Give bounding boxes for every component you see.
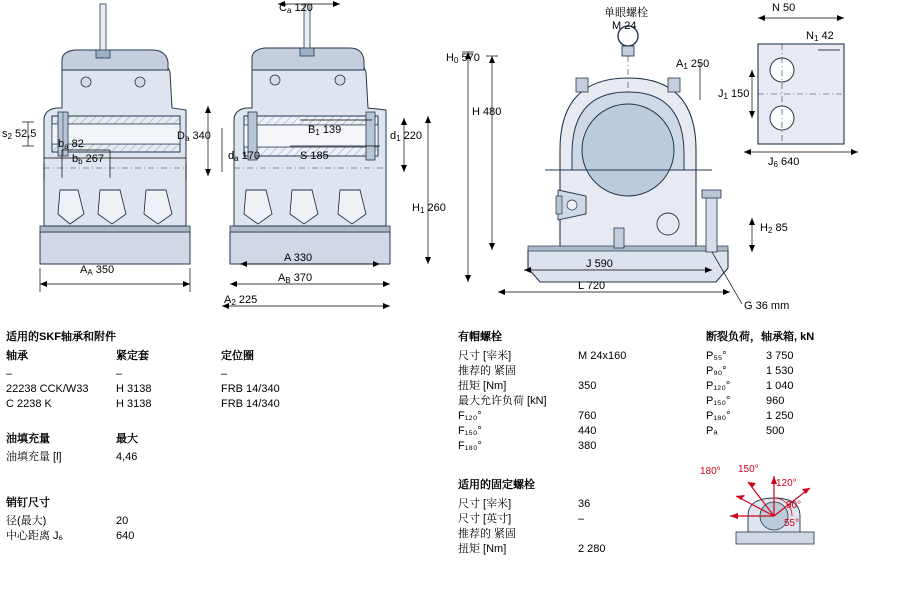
table-cell: P₉₀° — [706, 365, 727, 377]
table-cell: – — [578, 513, 585, 525]
pin-table — [6, 496, 221, 544]
table-cell: – — [6, 368, 13, 380]
dim-da: $d_a$ 170 — [228, 150, 260, 163]
oil-title: 油填充量 — [6, 433, 50, 445]
dim-N1: $N_1$ 42 — [806, 30, 834, 43]
bearings-header-1: 紧定套 — [116, 350, 149, 362]
table-cell: H 3138 — [116, 383, 152, 395]
bearings-header-2: 定位圈 — [221, 350, 254, 362]
dim-ba: $b_a$ 82 — [58, 138, 84, 151]
bearings-table — [6, 330, 331, 412]
table-cell: 扭矩 [Nm] — [458, 543, 507, 555]
bearings-header-0: 轴承 — [6, 350, 28, 362]
table-cell: – — [116, 368, 123, 380]
dim-s2: $s_2$ 52,5 — [2, 128, 37, 141]
table-cell: 760 — [578, 410, 597, 422]
table-cell: P₁₂₀° — [706, 380, 731, 392]
table-cell: Pₐ — [706, 425, 718, 437]
table-cell — [578, 527, 658, 542]
bearings-title: 适用的SKF轴承和附件 — [6, 331, 116, 343]
angle-label-150: 150° — [738, 464, 759, 475]
table-cell: 500 — [766, 425, 785, 437]
table-cell: 440 — [578, 425, 597, 437]
table-cell: 960 — [766, 395, 785, 407]
dim-J: J 590 — [586, 258, 613, 270]
table-cell: 推荐的 紧固 — [458, 528, 517, 540]
table-cell: 中心距离 J₆ — [6, 530, 63, 542]
table-cell — [578, 364, 658, 379]
table-cell: P₁₅₀° — [706, 395, 731, 407]
capbolts-table — [458, 330, 658, 454]
table-cell: 20 — [116, 515, 129, 527]
table-cell: F₁₅₀° — [458, 425, 482, 437]
capbolts-title: 有帽螺栓 — [458, 331, 502, 343]
dim-AB: $A_B$ 370 — [278, 272, 313, 285]
table-cell: 380 — [578, 440, 597, 452]
dim-d1: $d_1$ 220 — [390, 130, 422, 143]
table-cell: P₁₈₀° — [706, 410, 731, 422]
table-cell: FRB 14/340 — [221, 398, 280, 410]
load-angle-diagram — [700, 470, 850, 550]
angle-label-55: 55° — [784, 518, 800, 529]
table-cell: 尺寸 [宰米] — [458, 498, 512, 510]
oil-header-right: 最大 — [116, 433, 138, 445]
table-cell: M 24x160 — [578, 350, 627, 362]
dim-H0: $H_0$ 570 — [446, 52, 480, 65]
dim-A: A 330 — [284, 252, 313, 264]
table-cell: 3 750 — [766, 350, 794, 362]
dim-Ca: $C_a$ 120 — [279, 2, 313, 15]
dim-AA: $A_A$ 350 — [80, 264, 115, 277]
view1-geometry — [40, 4, 190, 264]
angle-label-180: 180° — [700, 466, 721, 477]
dim-G: G 36 mm — [744, 300, 790, 312]
dim-S: S 185 — [300, 150, 329, 162]
oil-table — [6, 432, 221, 465]
dim-A2: $A_2$ 225 — [224, 294, 258, 307]
table-cell: 640 — [116, 530, 135, 542]
dim-J6: $J_6$ 640 — [768, 156, 800, 169]
table-cell: C 2238 K — [6, 398, 52, 410]
angle-label-120: 120° — [776, 478, 797, 489]
table-cell: 尺寸 [宰米] — [458, 350, 512, 362]
table-cell — [578, 394, 658, 409]
table-cell: 4,46 — [116, 451, 138, 463]
table-cell: 36 — [578, 498, 591, 510]
dim-L: L 720 — [578, 280, 606, 292]
table-cell: 1 250 — [766, 410, 794, 422]
table-cell: 最大允许负荷 [kN] — [458, 395, 547, 407]
table-cell: 1 530 — [766, 365, 794, 377]
table-cell: F₁₂₀° — [458, 410, 482, 422]
pin-title: 销钉尺寸 — [6, 497, 50, 509]
table-cell: 2 280 — [578, 543, 606, 555]
eyebolt-size: M 24 — [612, 20, 637, 32]
table-cell: 推荐的 紧固 — [458, 365, 517, 377]
table-cell: P₅₅° — [706, 350, 727, 362]
table-cell: FRB 14/340 — [221, 383, 280, 395]
table-cell: H 3138 — [116, 398, 152, 410]
dim-B1: $B_1$ 139 — [308, 124, 342, 137]
dim-bb: $b_b$ 267 — [72, 153, 104, 166]
dim-Da: $D_a$ 340 — [177, 130, 211, 143]
table-cell: 扭矩 [Nm] — [458, 380, 507, 392]
fracture-title: 断裂负荷，轴承箱, kN — [706, 331, 815, 343]
angle-label-90: 90° — [786, 500, 802, 511]
dim-N: N 50 — [772, 2, 796, 14]
dim-A1: $A_1$ 250 — [676, 58, 710, 71]
dim-J1: $J_1$ 150 — [718, 88, 750, 101]
table-cell: – — [221, 368, 228, 380]
view4-geometry — [758, 44, 844, 144]
table-cell: F₁₈₀° — [458, 440, 482, 452]
dim-H1: $H_1$ 260 — [412, 202, 446, 215]
table-cell: 油填充量 [l] — [6, 451, 62, 463]
dim-H2: $H_2$ 85 — [760, 222, 788, 235]
dim-H: H 480 — [472, 106, 502, 118]
fracture-table — [706, 330, 826, 439]
attachbolts-table — [458, 478, 658, 557]
table-cell: 22238 CCK/W33 — [6, 383, 89, 395]
attachbolts-title: 适用的固定螺栓 — [458, 479, 535, 491]
table-cell: 1 040 — [766, 380, 794, 392]
table-cell: 尺寸 [英寸] — [458, 513, 512, 525]
table-cell: 350 — [578, 380, 597, 392]
eyebolt-caption: 单眼螺栓 — [604, 7, 648, 19]
table-cell: 径(最大) — [6, 515, 47, 527]
